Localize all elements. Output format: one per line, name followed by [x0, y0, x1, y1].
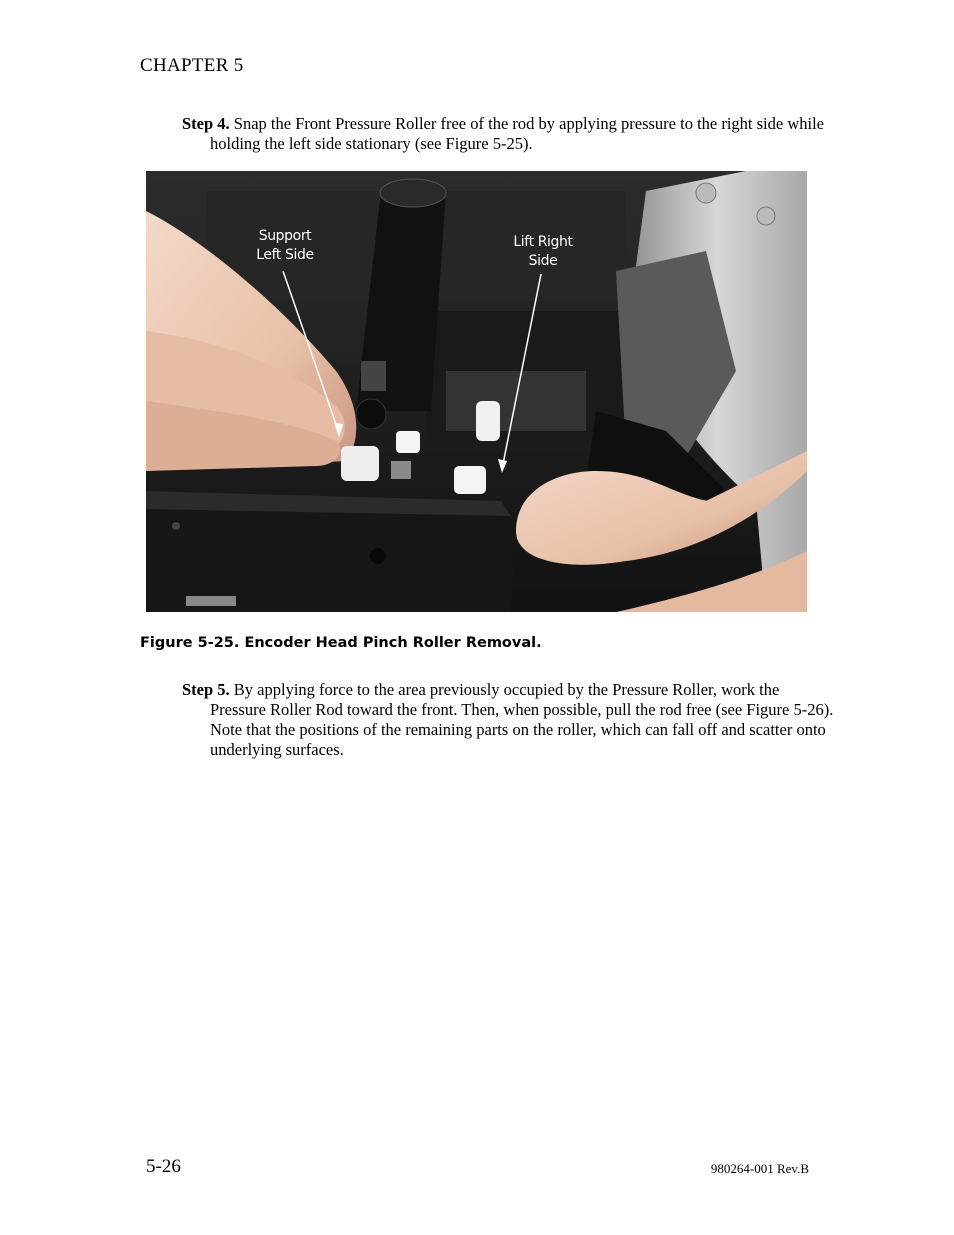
figure-caption: Figure 5-25. Encoder Head Pinch Roller Removal. — [140, 635, 542, 651]
photo-illustration — [146, 171, 807, 612]
step-4-text: Snap the Front Pressure Roller free of the rod by applying pressure to the right side while holding the left side stationary (see Figure 5-25). — [210, 114, 825, 153]
label-support-left-side-1: Support — [258, 228, 312, 244]
label-lift-right-side-1: Lift Right — [513, 234, 573, 250]
step-4 — [182, 114, 835, 154]
chapter-heading: CHAPTER 5 — [140, 55, 244, 76]
step-5-label: Step 5. — [182, 680, 230, 699]
document-number: 980264-001 Rev.B — [710, 1161, 809, 1176]
page-number: 5-26 — [146, 1156, 181, 1177]
step-5 — [182, 680, 835, 760]
step-4-label: Step 4. — [182, 114, 230, 133]
figure-photo — [146, 171, 807, 612]
label-support-left-side-2: Left Side — [256, 247, 314, 263]
step-5-text: By applying force to the area previously occupied by the Pressure Roller, work the Pressure Roller Rod toward the front. Then, when possible, pull the rod free (see Figure 5-26). Note that the positions of the remaining parts on the roller, which can fall off and scatter onto underlying surfaces. — [210, 680, 834, 759]
label-lift-right-side-2: Side — [528, 253, 558, 269]
